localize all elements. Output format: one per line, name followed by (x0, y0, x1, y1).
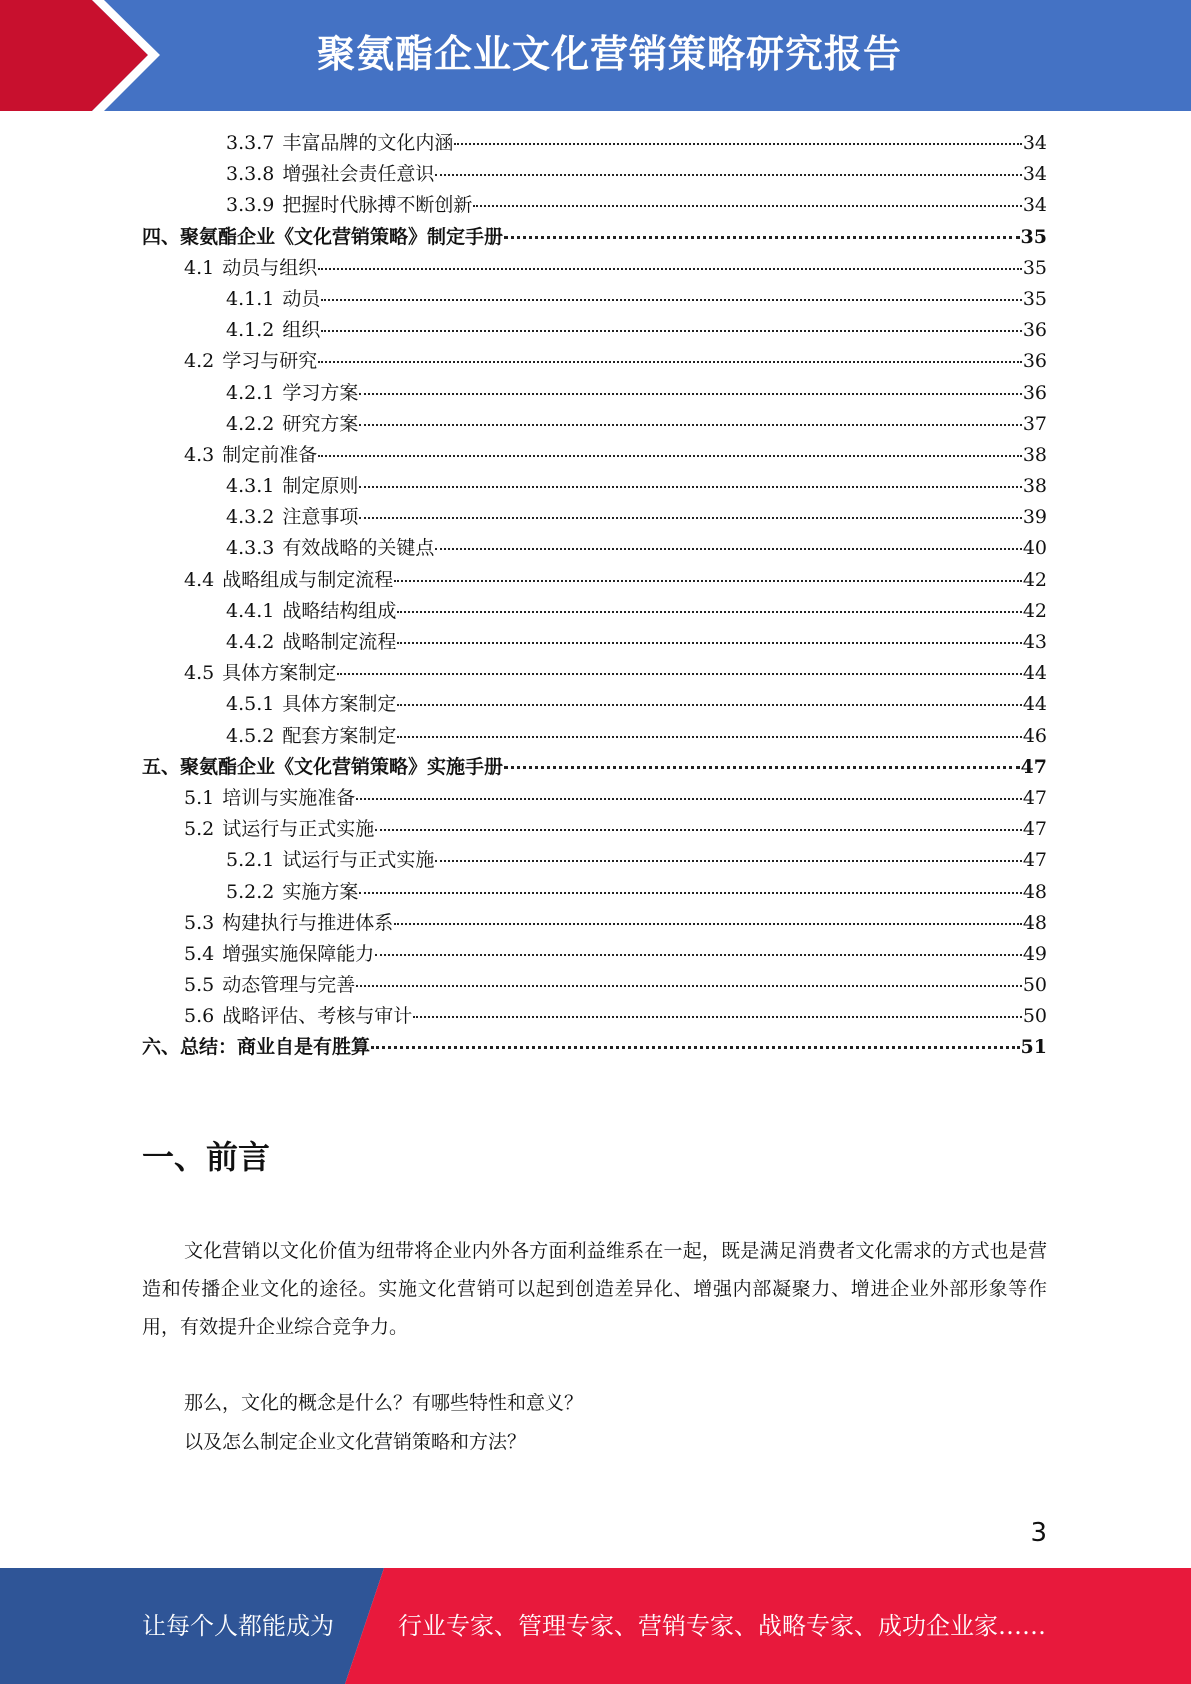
toc-entry-label (184, 908, 393, 935)
page-footer (0, 1568, 1191, 1684)
toc-entry-page: 42 (1022, 599, 1047, 622)
toc-entry-title: 注意事项 (282, 506, 359, 529)
toc-entry-label (226, 190, 472, 217)
toc-entry-page: 35 (1022, 256, 1047, 279)
intro-paragraph: 文化营销以文化价值为纽带将企业内外各方面利益维系在一起，既是满足消费者文化需求的方式也是营造和传播企业文化的途径。实施文化营销可以起到创造差异化、增强内部凝聚力、增进企业外部形象等作用，有效提升企业综合竞争力。 (142, 1240, 1047, 1338)
toc-entry-number: 4.4.1 (226, 599, 275, 622)
toc-entry-label (226, 845, 434, 872)
toc-row[interactable] (142, 440, 1047, 471)
toc-entry-page: 50 (1022, 974, 1047, 997)
table-of-contents (142, 128, 1047, 1064)
toc-dot-leader (397, 736, 1021, 738)
toc-entry-title: 具体方案制定 (282, 693, 397, 716)
toc-entry-label (226, 128, 453, 155)
toc-entry-label (226, 378, 358, 405)
toc-row[interactable] (142, 845, 1047, 876)
toc-entry-page: 39 (1022, 506, 1047, 529)
toc-row[interactable] (142, 783, 1047, 814)
toc-row[interactable] (142, 190, 1047, 221)
toc-dot-leader (413, 1016, 1022, 1018)
toc-entry-page: 38 (1022, 443, 1047, 466)
toc-row[interactable] (142, 814, 1047, 845)
toc-entry-label (226, 471, 358, 498)
toc-entry-number: 3.3.8 (226, 163, 275, 186)
toc-dot-leader (454, 143, 1021, 145)
toc-entry-page: 35 (1022, 287, 1047, 310)
toc-entry-label (226, 596, 396, 623)
toc-entry-title: 制定前准备 (222, 443, 318, 466)
toc-entry-title: 五、聚氨酯企业《文化营销策略》实施手册 (142, 755, 504, 778)
toc-entry-label (184, 1001, 412, 1028)
toc-entry-number: 4.4 (184, 568, 215, 591)
toc-dot-leader (375, 829, 1022, 831)
toc-entry-title: 把握时代脉搏不断创新 (282, 194, 473, 217)
toc-entry-title: 试运行与正式实施 (282, 849, 435, 872)
toc-entry-label (184, 939, 374, 966)
toc-dot-leader (321, 330, 1021, 332)
toc-entry-page: 50 (1022, 1005, 1047, 1028)
toc-entry-number: 4.2 (184, 350, 215, 373)
toc-dot-leader (318, 455, 1022, 457)
toc-entry-number: 4.3.3 (226, 537, 275, 560)
toc-entry-page: 47 (1022, 786, 1047, 809)
toc-dot-leader (435, 174, 1021, 176)
toc-entry-number: 5.1 (184, 786, 215, 809)
toc-dot-leader (397, 611, 1021, 613)
toc-entry-title: 丰富品牌的文化内涵 (282, 132, 454, 154)
toc-row[interactable] (142, 378, 1047, 409)
toc-entry-title: 构建执行与推进体系 (222, 911, 394, 934)
toc-entry-label (226, 533, 434, 560)
toc-entry-page: 42 (1022, 568, 1047, 591)
toc-dot-leader (359, 424, 1021, 426)
toc-dot-leader (359, 393, 1021, 395)
page-number: 3 (1030, 1518, 1047, 1548)
toc-entry-title: 动员与组织 (222, 256, 318, 279)
toc-row[interactable] (142, 627, 1047, 658)
toc-entry-title: 培训与实施准备 (222, 786, 356, 809)
toc-entry-page: 44 (1022, 662, 1047, 685)
toc-entry-page: 48 (1022, 880, 1047, 903)
toc-entry-label (184, 970, 355, 997)
toc-dot-leader (435, 860, 1021, 862)
toc-dot-leader (397, 704, 1021, 706)
toc-row[interactable] (142, 752, 1047, 783)
toc-entry-page: 43 (1022, 631, 1047, 653)
toc-row[interactable] (142, 970, 1047, 1001)
toc-entry-page: 35 (1020, 225, 1047, 248)
question-line-1: 那么，文化的概念是什么？有哪些特性和意义？ (184, 1392, 584, 1414)
toc-row[interactable] (142, 1032, 1047, 1063)
page-header (0, 0, 1191, 111)
toc-entry-number: 5.4 (184, 942, 215, 965)
toc-dot-leader (356, 985, 1022, 987)
toc-entry-number: 4.3.2 (226, 506, 275, 529)
toc-entry-page: 51 (1020, 1036, 1047, 1059)
toc-entry-label (226, 409, 358, 436)
toc-dot-leader (359, 892, 1021, 894)
toc-dot-leader (356, 798, 1022, 800)
toc-entry-title: 试运行与正式实施 (222, 818, 375, 841)
toc-entry-number: 4.2.2 (226, 412, 275, 435)
toc-dot-leader (321, 299, 1021, 301)
toc-entry-title: 研究方案 (282, 412, 359, 435)
toc-row[interactable] (142, 596, 1047, 627)
toc-dot-leader (359, 486, 1021, 488)
toc-entry-label (184, 253, 317, 280)
toc-entry-page: 37 (1022, 412, 1047, 435)
report-title: 聚氨酯企业文化营销策略研究报告 (316, 32, 902, 76)
toc-entry-number: 3.3.7 (226, 132, 275, 154)
toc-entry-title: 组织 (282, 319, 321, 342)
toc-entry-page: 47 (1020, 755, 1047, 778)
toc-entry-title: 实施方案 (282, 880, 359, 903)
toc-entry-label (184, 783, 355, 810)
toc-entry-title: 六、总结：商业自是有胜算 (142, 1036, 371, 1059)
toc-entry-page: 47 (1022, 818, 1047, 841)
toc-entry-page: 36 (1022, 350, 1047, 373)
toc-row[interactable] (142, 159, 1047, 190)
toc-row[interactable] (142, 284, 1047, 315)
toc-entry-page: 36 (1022, 381, 1047, 404)
toc-row[interactable] (142, 721, 1047, 752)
toc-dot-leader (375, 954, 1022, 956)
toc-entry-page: 48 (1022, 911, 1047, 934)
toc-entry-number: 4.3.1 (226, 475, 275, 498)
toc-entry-number: 5.5 (184, 974, 215, 997)
toc-entry-label (226, 689, 396, 716)
toc-entry-label (142, 752, 503, 779)
toc-entry-title: 有效战略的关键点 (282, 537, 435, 560)
toc-dot-leader (435, 548, 1021, 550)
toc-entry-title: 制定原则 (282, 475, 359, 498)
toc-entry-page: 44 (1022, 693, 1047, 716)
toc-entry-title: 学习方案 (282, 381, 359, 404)
toc-entry-label (226, 721, 396, 748)
toc-entry-number: 4.2.1 (226, 381, 275, 404)
toc-entry-label (184, 565, 393, 592)
toc-entry-page: 40 (1022, 537, 1047, 560)
toc-dot-leader (504, 766, 1020, 769)
toc-entry-title: 动态管理与完善 (222, 974, 356, 997)
question-line-2: 以及怎么制定企业文化营销策略和方法？ (184, 1431, 527, 1453)
toc-row[interactable] (142, 533, 1047, 564)
footer-slogan-left: 让每个人都能成为 (142, 1612, 334, 1640)
toc-entry-number: 4.3 (184, 443, 215, 466)
toc-entry-number: 5.3 (184, 911, 215, 934)
toc-entry-title: 战略组成与制定流程 (222, 568, 394, 591)
toc-entry-label (226, 502, 358, 529)
toc-row[interactable] (142, 128, 1047, 159)
toc-entry-page: 49 (1022, 942, 1047, 965)
toc-row[interactable] (142, 877, 1047, 908)
toc-dot-leader (371, 1046, 1020, 1049)
toc-dot-leader (337, 673, 1022, 675)
toc-entry-number: 5.6 (184, 1005, 215, 1028)
toc-entry-title: 增强社会责任意识 (282, 163, 435, 186)
toc-entry-page: 36 (1022, 319, 1047, 342)
toc-row[interactable] (142, 689, 1047, 720)
toc-row[interactable] (142, 471, 1047, 502)
toc-entry-label (184, 814, 374, 841)
toc-entry-number: 3.3.9 (226, 194, 275, 217)
toc-row[interactable] (142, 409, 1047, 440)
toc-entry-page: 47 (1022, 849, 1047, 872)
toc-dot-leader (394, 923, 1022, 925)
toc-dot-leader (394, 580, 1022, 582)
toc-row[interactable] (142, 658, 1047, 689)
toc-entry-number: 4.1.2 (226, 319, 275, 342)
toc-entry-title: 战略评估、考核与审计 (222, 1005, 413, 1028)
toc-dot-leader (397, 642, 1021, 644)
toc-entry-label (226, 627, 396, 654)
toc-entry-number: 4.4.2 (226, 631, 275, 653)
toc-dot-leader (318, 361, 1022, 363)
toc-row[interactable] (142, 565, 1047, 596)
toc-dot-leader (504, 236, 1020, 239)
toc-entry-label (226, 284, 320, 311)
section-heading: 一、前言 (142, 1138, 271, 1176)
toc-entry-label (142, 222, 503, 249)
toc-entry-page: 34 (1022, 194, 1047, 217)
toc-row[interactable] (142, 346, 1047, 377)
toc-entry-number: 5.2.2 (226, 880, 275, 903)
toc-entry-title: 配套方案制定 (282, 724, 397, 747)
toc-row[interactable] (142, 253, 1047, 284)
toc-row[interactable] (142, 939, 1047, 970)
toc-entry-label (142, 1032, 370, 1059)
toc-entry-title: 学习与研究 (222, 350, 318, 373)
footer-slogan-right: 行业专家、管理专家、营销专家、战略专家、成功企业家…… (398, 1612, 1046, 1640)
toc-entry-number: 4.5.1 (226, 693, 275, 716)
toc-entry-label (184, 440, 317, 467)
toc-entry-title: 战略制定流程 (282, 631, 397, 653)
toc-entry-number: 5.2.1 (226, 849, 275, 872)
toc-entry-page: 34 (1022, 132, 1047, 154)
toc-entry-number: 4.5 (184, 662, 215, 685)
toc-entry-label (226, 877, 358, 904)
toc-entry-page: 34 (1022, 163, 1047, 186)
toc-row[interactable] (142, 908, 1047, 939)
toc-entry-label (226, 315, 320, 342)
toc-entry-title: 四、聚氨酯企业《文化营销策略》制定手册 (142, 225, 504, 248)
toc-entry-label (184, 346, 317, 373)
toc-dot-leader (359, 517, 1021, 519)
toc-entry-number: 5.2 (184, 818, 215, 841)
toc-entry-label (226, 159, 434, 186)
toc-entry-title: 增强实施保障能力 (222, 942, 375, 965)
toc-entry-title: 具体方案制定 (222, 662, 337, 685)
toc-entry-number: 4.1 (184, 256, 215, 279)
toc-dot-leader (473, 205, 1021, 207)
toc-entry-page: 46 (1022, 724, 1047, 747)
toc-entry-title: 战略结构组成 (282, 599, 397, 622)
toc-row[interactable] (142, 1001, 1047, 1032)
toc-entry-number: 4.1.1 (226, 287, 275, 310)
toc-entry-label (184, 658, 336, 685)
toc-row[interactable] (142, 315, 1047, 346)
toc-dot-leader (318, 268, 1022, 270)
toc-entry-page: 38 (1022, 475, 1047, 498)
toc-row[interactable] (142, 502, 1047, 533)
toc-row[interactable] (142, 222, 1047, 253)
toc-entry-number: 4.5.2 (226, 724, 275, 747)
toc-entry-title: 动员 (282, 287, 321, 310)
